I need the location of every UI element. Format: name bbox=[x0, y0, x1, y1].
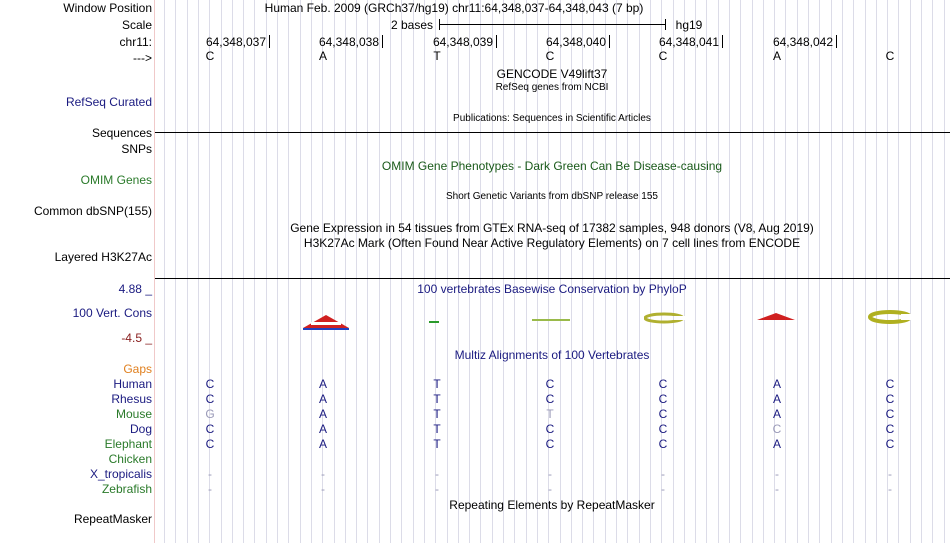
aligned-base: - bbox=[775, 482, 779, 496]
multiz-track-title[interactable]: Multiz Alignments of 100 Vertebrates bbox=[454, 348, 650, 362]
scale-text: 2 bases bbox=[390, 18, 434, 32]
gridline bbox=[367, 0, 368, 543]
reference-base: C bbox=[885, 49, 895, 63]
aligned-base: C bbox=[885, 407, 895, 421]
scale-bar-left-tick bbox=[439, 19, 440, 30]
reference-base: T bbox=[433, 49, 441, 63]
gridline bbox=[322, 0, 323, 543]
aligned-base: - bbox=[321, 467, 325, 481]
gridline bbox=[650, 0, 651, 543]
track-label-sequences[interactable]: Sequences bbox=[91, 126, 152, 140]
species-label-elephant[interactable]: Elephant bbox=[104, 437, 152, 451]
aligned-base: - bbox=[321, 482, 325, 496]
aligned-base: C bbox=[545, 377, 555, 391]
scale-label: Scale bbox=[121, 18, 152, 32]
gridline bbox=[684, 0, 685, 543]
aligned-base: C bbox=[658, 422, 668, 436]
aligned-base: - bbox=[775, 467, 779, 481]
aligned-base: C bbox=[772, 422, 782, 436]
strand-arrow-label: ---> bbox=[133, 51, 152, 65]
track-label-omim[interactable]: OMIM Genes bbox=[80, 173, 152, 187]
species-label-zebrafish[interactable]: Zebrafish bbox=[101, 482, 152, 496]
coordinate-tick bbox=[382, 35, 383, 48]
aligned-base: G bbox=[205, 407, 215, 421]
aligned-base: C bbox=[658, 392, 668, 406]
aligned-base: A bbox=[318, 437, 327, 451]
gridline bbox=[797, 0, 798, 543]
coordinate-label: 64,348,039 bbox=[432, 35, 493, 49]
aligned-base: - bbox=[661, 467, 665, 481]
aligned-base: A bbox=[318, 422, 327, 436]
aligned-base: A bbox=[772, 407, 781, 421]
gridline bbox=[695, 0, 696, 543]
gridline bbox=[288, 0, 289, 543]
omim-track-title[interactable]: OMIM Gene Phenotypes - Dark Green Can Be Disease-causing bbox=[381, 159, 723, 173]
gridline bbox=[706, 0, 707, 543]
aligned-base: - bbox=[661, 482, 665, 496]
coordinate-tick bbox=[836, 35, 837, 48]
reference-base: C bbox=[205, 49, 215, 63]
species-label-human[interactable]: Human bbox=[113, 377, 152, 391]
aligned-base: A bbox=[772, 392, 781, 406]
chrom-label: chr11: bbox=[119, 35, 152, 49]
phylop-logo-a-small bbox=[755, 312, 799, 322]
track-label-panel bbox=[0, 0, 154, 543]
gridline bbox=[334, 0, 335, 543]
coordinate-tick bbox=[722, 35, 723, 48]
gridline bbox=[266, 0, 267, 543]
gridline bbox=[277, 0, 278, 543]
gridline bbox=[661, 0, 662, 543]
aligned-base: C bbox=[658, 377, 668, 391]
gridline bbox=[808, 0, 809, 543]
gridline bbox=[921, 0, 922, 543]
aligned-base: T bbox=[433, 377, 441, 391]
gridline bbox=[819, 0, 820, 543]
gridline bbox=[221, 0, 222, 543]
aligned-base: T bbox=[433, 392, 441, 406]
gridline bbox=[898, 0, 899, 543]
aligned-base: A bbox=[318, 377, 327, 391]
species-label-mouse[interactable]: Mouse bbox=[115, 407, 152, 421]
reference-base: A bbox=[318, 49, 327, 63]
phylop-logo-c-mid bbox=[644, 312, 688, 324]
coordinate-tick bbox=[496, 35, 497, 48]
track-label-repeatmasker[interactable]: RepeatMasker bbox=[73, 512, 152, 526]
position-text: Human Feb. 2009 (GRCh37/hg19) chr11:64,348,037-64,348,043 (7 bp) bbox=[264, 1, 644, 15]
gridline bbox=[390, 0, 391, 543]
species-label-rhesus[interactable]: Rhesus bbox=[111, 392, 152, 406]
aligned-base: - bbox=[888, 467, 892, 481]
gridline bbox=[187, 0, 188, 543]
gridline bbox=[356, 0, 357, 543]
gridline bbox=[774, 0, 775, 543]
aligned-base: C bbox=[205, 392, 215, 406]
coordinate-tick bbox=[609, 35, 610, 48]
aligned-base: T bbox=[433, 437, 441, 451]
gridline bbox=[910, 0, 911, 543]
gridline bbox=[763, 0, 764, 543]
track-label-snps[interactable]: SNPs bbox=[121, 142, 152, 156]
gridline bbox=[435, 0, 436, 543]
gridline bbox=[458, 0, 459, 543]
gridline bbox=[345, 0, 346, 543]
h3k27ac-track-title[interactable]: H3K27Ac Mark (Often Found Near Active Regulatory Elements) on 7 cell lines from ENCODE bbox=[303, 236, 801, 250]
aligned-base: C bbox=[545, 422, 555, 436]
gridline bbox=[243, 0, 244, 543]
gridline bbox=[616, 0, 617, 543]
repeatmasker-track-title[interactable]: Repeating Elements by RepeatMasker bbox=[449, 498, 655, 512]
track-label-refseq[interactable]: RefSeq Curated bbox=[65, 95, 152, 109]
gridline bbox=[627, 0, 628, 543]
coordinate-label: 64,348,038 bbox=[318, 35, 379, 49]
gridline bbox=[401, 0, 402, 543]
gridline bbox=[932, 0, 933, 543]
window-position-label: Window Position bbox=[63, 1, 152, 15]
gridline bbox=[752, 0, 753, 543]
aligned-base: - bbox=[435, 467, 439, 481]
aligned-base: A bbox=[772, 437, 781, 451]
aligned-base: - bbox=[208, 467, 212, 481]
cons-max-value: 4.88 _ bbox=[118, 282, 152, 296]
species-label-x_tropicalis[interactable]: X_tropicalis bbox=[89, 467, 152, 481]
gridline bbox=[413, 0, 414, 543]
aligned-base: C bbox=[885, 422, 895, 436]
gridline bbox=[865, 0, 866, 543]
refseq-track-subtitle: RefSeq genes from NCBI bbox=[495, 82, 609, 93]
species-label-chicken[interactable]: Chicken bbox=[108, 452, 152, 466]
gridline bbox=[254, 0, 255, 543]
coordinate-tick bbox=[269, 35, 270, 48]
gridline bbox=[232, 0, 233, 543]
aligned-base: C bbox=[658, 407, 668, 421]
gridline bbox=[876, 0, 877, 543]
phylop-logo-t bbox=[429, 319, 441, 325]
cons-min-value: -4.5 _ bbox=[121, 331, 152, 345]
track-label-h3k27ac[interactable]: Layered H3K27Ac bbox=[54, 250, 152, 264]
gridline bbox=[831, 0, 832, 543]
conservation-divider bbox=[155, 278, 950, 279]
publications-track-title[interactable]: Publications: Sequences in Scientific Articles bbox=[453, 113, 651, 124]
gridline bbox=[785, 0, 786, 543]
reference-base: C bbox=[545, 49, 555, 63]
track-label-dbsnp[interactable]: Common dbSNP(155) bbox=[33, 204, 152, 218]
track-label-vert-cons[interactable]: 100 Vert. Cons bbox=[72, 306, 152, 320]
gridline bbox=[424, 0, 425, 543]
assembly-label: hg19 bbox=[675, 18, 703, 32]
aligned-base: A bbox=[318, 392, 327, 406]
gridline bbox=[853, 0, 854, 543]
aligned-base: T bbox=[546, 407, 554, 421]
gridline bbox=[729, 0, 730, 543]
gridline bbox=[740, 0, 741, 543]
reference-base: C bbox=[658, 49, 668, 63]
gridline bbox=[447, 0, 448, 543]
coordinate-label: 64,348,040 bbox=[545, 35, 606, 49]
aligned-base: - bbox=[888, 482, 892, 496]
reference-base: A bbox=[772, 49, 781, 63]
phylop-logo-c-small bbox=[532, 317, 572, 323]
gridline bbox=[379, 0, 380, 543]
scale-bar-right-tick bbox=[665, 19, 666, 30]
gridline bbox=[639, 0, 640, 543]
phylop-track-title[interactable]: 100 vertebrates Basewise Conservation by PhyloP bbox=[417, 282, 687, 296]
species-label-dog[interactable]: Dog bbox=[129, 422, 152, 436]
aligned-base: C bbox=[885, 392, 895, 406]
gridline bbox=[492, 0, 493, 543]
gridline bbox=[480, 0, 481, 543]
dbsnp-track-title[interactable]: Short Genetic Variants from dbSNP release 155 bbox=[446, 191, 658, 202]
aligned-base: C bbox=[205, 377, 215, 391]
aligned-base: C bbox=[545, 437, 555, 451]
sequences-divider bbox=[155, 132, 950, 133]
gridline bbox=[209, 0, 210, 543]
gridline bbox=[311, 0, 312, 543]
gridline bbox=[887, 0, 888, 543]
aligned-base: T bbox=[433, 407, 441, 421]
gridline bbox=[673, 0, 674, 543]
aligned-base: - bbox=[548, 467, 552, 481]
gtex-track-title[interactable]: Gene Expression in 54 tissues from GTEx RNA-seq of 17382 samples, 948 donors (V8, Aug 2019) bbox=[290, 221, 814, 235]
gridline bbox=[469, 0, 470, 543]
aligned-base: C bbox=[885, 377, 895, 391]
gridline bbox=[718, 0, 719, 543]
track-display-area[interactable] bbox=[155, 0, 950, 543]
gencode-track-title[interactable]: GENCODE V49lift37 bbox=[496, 67, 608, 81]
coordinate-label: 64,348,042 bbox=[772, 35, 833, 49]
aligned-base: - bbox=[208, 482, 212, 496]
scale-bar bbox=[439, 24, 665, 25]
gridline bbox=[842, 0, 843, 543]
gridline bbox=[164, 0, 165, 543]
gridline bbox=[300, 0, 301, 543]
phylop-logo-a bbox=[301, 314, 351, 333]
gridline bbox=[175, 0, 176, 543]
aligned-base: - bbox=[548, 482, 552, 496]
aligned-base: - bbox=[435, 482, 439, 496]
track-label-gaps[interactable]: Gaps bbox=[123, 362, 152, 376]
aligned-base: A bbox=[772, 377, 781, 391]
aligned-base: C bbox=[658, 437, 668, 451]
aligned-base: A bbox=[318, 407, 327, 421]
aligned-base: T bbox=[433, 422, 441, 436]
aligned-base: C bbox=[205, 437, 215, 451]
aligned-base: C bbox=[205, 422, 215, 436]
aligned-base: C bbox=[545, 392, 555, 406]
phylop-logo-c-large bbox=[868, 309, 914, 325]
aligned-base: C bbox=[885, 437, 895, 451]
coordinate-label: 64,348,037 bbox=[205, 35, 266, 49]
coordinate-label: 64,348,041 bbox=[658, 35, 719, 49]
gridline bbox=[198, 0, 199, 543]
gridline bbox=[944, 0, 945, 543]
